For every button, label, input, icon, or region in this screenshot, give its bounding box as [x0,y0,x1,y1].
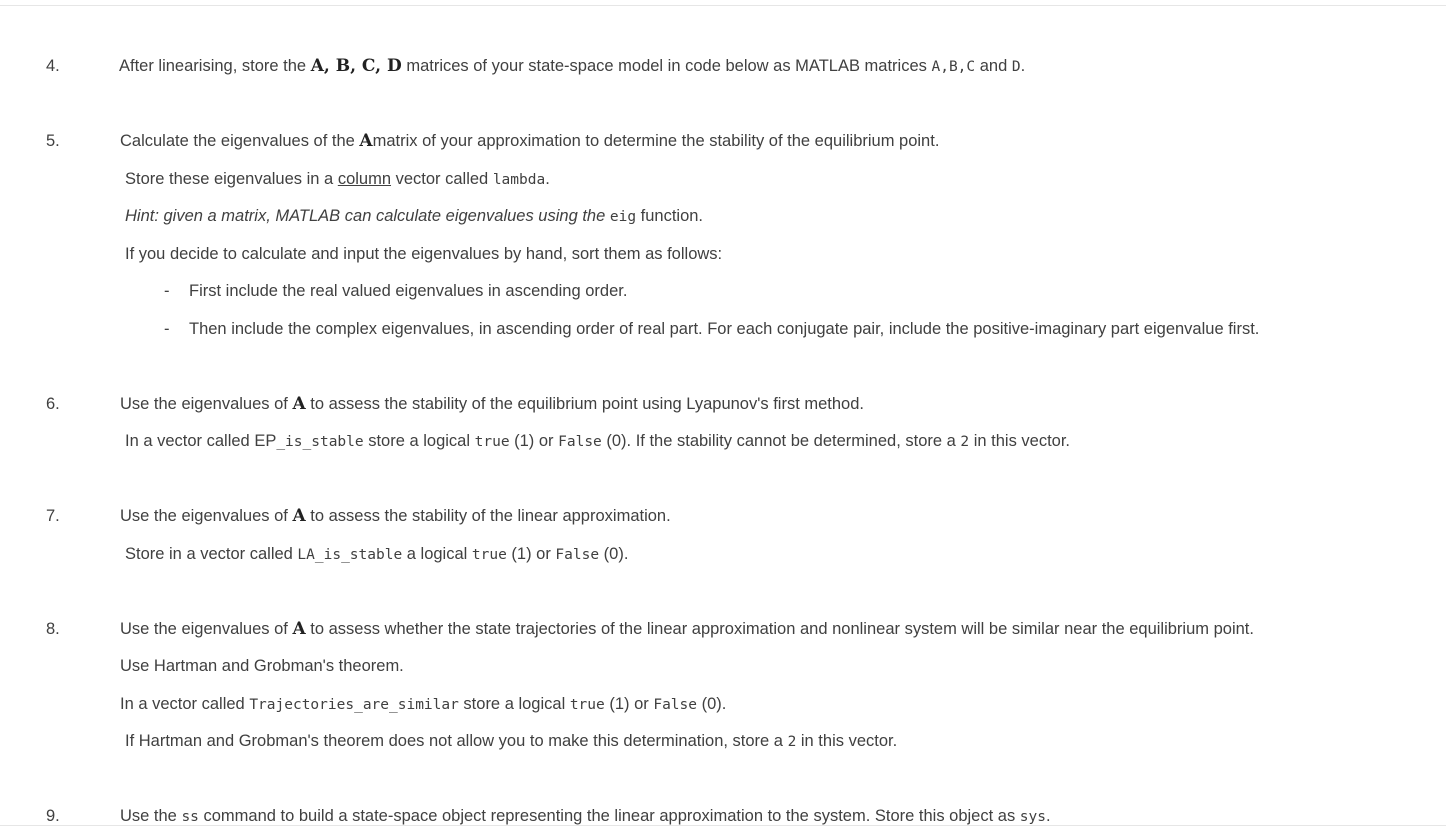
math-a: A [292,619,306,639]
code-eig: eig [609,209,637,225]
item-text: If Hartman and Grobman's theorem does not allow you to make this determination, store a 2 in this vector. [125,732,898,750]
hint-text: Hint: given a matrix, MATLAB can calculate eigenvalues using the eig function. [125,207,704,225]
item-text: Store in a vector called LA_is_stable a logical true (1) or False (0). [125,545,629,563]
math-a: A [292,394,306,414]
bullet-dash: - [164,320,170,338]
bullet-item: First include the real valued eigenvalues in ascending order. [189,282,628,300]
code-lambda: lambda [492,172,546,188]
code-true: true [569,697,605,713]
code-false: False [555,547,600,563]
math-a: A [292,506,306,526]
math-a: A [359,131,373,151]
code-two: 2 [787,734,797,750]
code-la-is-stable: LA_is_stable [297,547,403,563]
math-matrices: A, B, C, D [310,56,402,76]
item-text: After linearising, store the A, B, C, D matrices of your state-space model in code below as MATLAB matrices A,B,C and D. [119,56,1026,76]
item-text: Use the eigenvalues of A to assess the stability of the equilibrium point using Lyapunov's first method. [120,394,864,414]
bullet-dash: - [164,282,170,300]
code-two: 2 [960,434,970,450]
item-number: 4. [46,57,60,75]
code-ss: ss [181,809,199,825]
item-text: If you decide to calculate and input the eigenvalues by hand, sort them as follows: [125,245,723,263]
item-text: Use the eigenvalues of A to assess the stability of the linear approximation. [120,506,671,526]
top-divider [0,5,1446,6]
item-text: Use the eigenvalues of A to assess whether the state trajectories of the linear approximation and nonlinear system will be similar near the equilibrium point. [120,619,1254,639]
code-ep-is-stable: _is_stable [276,434,364,450]
code-sys: sys [1019,809,1046,825]
item-text: In a vector called Trajectories_are_similar store a logical true (1) or False (0). [120,695,727,713]
item-text: In a vector called EP_is_stable store a logical true (1) or False (0). If the stability cannot be determined, store a 2 in this vector. [125,432,1071,450]
item-text: Calculate the eigenvalues of the Amatrix of your approximation to determine the stability of the equilibrium point. [120,131,940,151]
item-number: 7. [46,507,60,525]
item-text: Use the ss command to build a state-space object representing the linear approximation to the system. Store this object as sys. [120,807,1051,825]
code-true: true [471,547,507,563]
code-trajectories-are-similar: Trajectories_are_similar [249,697,459,713]
code-true: true [474,434,510,450]
code-abc: A,B,C [931,59,976,75]
item-number: 6. [46,395,60,413]
item-text: Store these eigenvalues in a column vector called lambda. [125,170,550,188]
item-number: 5. [46,132,60,150]
underlined-word: column [337,170,392,188]
code-d: D [1011,59,1021,75]
item-number: 8. [46,620,60,638]
bullet-item: Then include the complex eigenvalues, in ascending order of real part. For each conjugate pair, include the positive-imaginary part eigenvalue first. [189,320,1260,338]
code-false: False [653,697,697,713]
bottom-divider [0,825,1446,826]
code-false: False [558,434,602,450]
item-number: 9. [46,807,60,825]
item-text: Use Hartman and Grobman's theorem. [120,657,404,675]
